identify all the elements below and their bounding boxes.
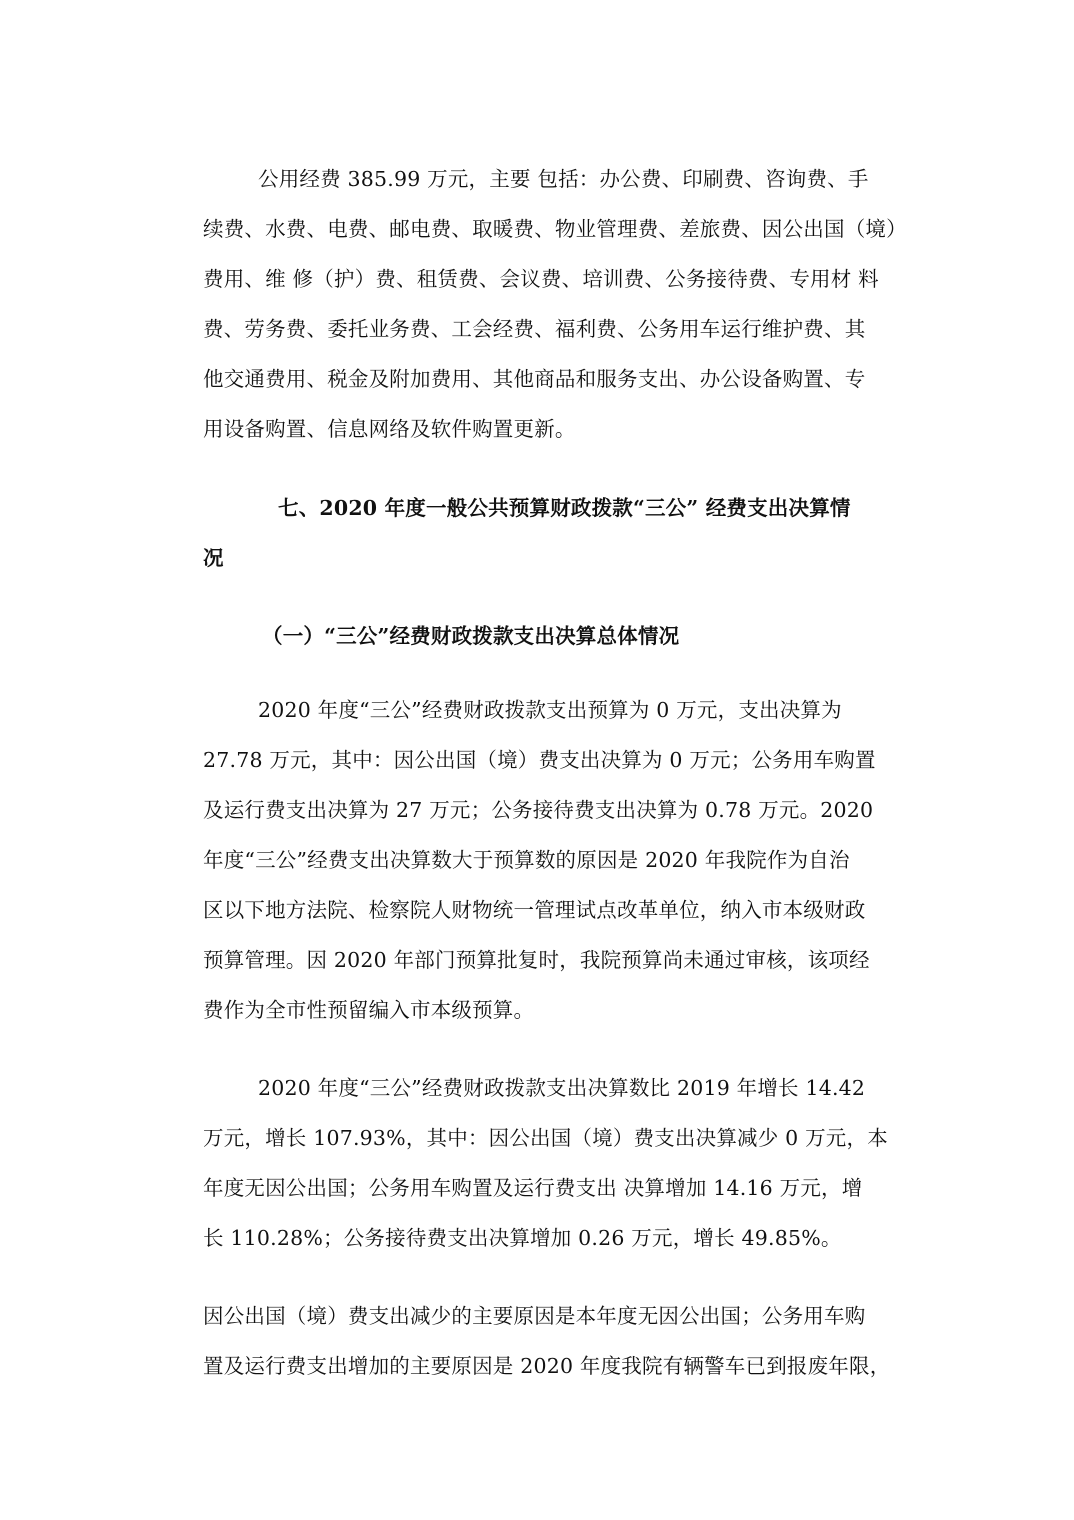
- text-line: 预算管理。因 2020 年部门预算批复时，我院预算尚未通过审核，该项经: [203, 948, 870, 972]
- text-line: 27.78 万元，其中：因公出国（境）费支出决算为 0 万元；公务用车购置: [203, 748, 876, 772]
- text-line: 2020 年度“三公”经费财政拨款支出预算为 0 万元，支出决算为: [258, 698, 842, 722]
- heading-line: 七、2020 年度一般公共预算财政拨款“三公” 经费支出决算情: [278, 496, 851, 520]
- text-line: 费、劳务费、委托业务费、工会经费、福利费、公务用车运行维护费、其: [203, 317, 866, 341]
- text-line: 因公出国（境）费支出减少的主要原因是本年度无因公出国；公务用车购: [203, 1304, 866, 1328]
- text-line: 用设备购置、信息网络及软件购置更新。: [203, 417, 576, 441]
- text-line: 2020 年度“三公”经费财政拨款支出决算数比 2019 年增长 14.42: [258, 1076, 866, 1100]
- text-line: 费作为全市性预留编入市本级预算。: [203, 998, 535, 1022]
- text-line: 万元，增长 107.93%，其中：因公出国（境）费支出决算减少 0 万元，本: [203, 1126, 888, 1150]
- text-line: 年度无因公出国；公务用车购置及运行费支出 决算增加 14.16 万元，增: [203, 1176, 863, 1200]
- heading-line: 况: [203, 546, 224, 570]
- text-line: 年度“三公”经费支出决算数大于预算数的原因是 2020 年我院作为自治: [203, 848, 850, 872]
- text-line: 及运行费支出决算为 27 万元；公务接待费支出决算为 0.78 万元。2020: [203, 798, 874, 822]
- text-line: 续费、水费、电费、邮电费、取暖费、物业管理费、差旅费、因公出国（境）: [203, 217, 907, 241]
- text-line: 费用、维 修（护）费、租赁费、会议费、培训费、公务接待费、专用材 料: [203, 267, 879, 291]
- text-line: 长 110.28%；公务接待费支出决算增加 0.26 万元，增长 49.85%。: [203, 1226, 842, 1250]
- text-line: 公用经费 385.99 万元，主要 包括：办公费、印刷费、咨询费、手: [258, 167, 869, 191]
- subsection-1-heading: （一）“三公”经费财政拨款支出决算总体情况: [262, 624, 680, 648]
- text-line: 他交通费用、税金及附加费用、其他商品和服务支出、办公设备购置、专: [203, 367, 866, 391]
- text-line: 区以下地方法院、检察院人财物统一管理试点改革单位，纳入市本级财政: [203, 898, 866, 922]
- text-line: 置及运行费支出增加的主要原因是 2020 年度我院有辆警车已到报废年限，: [203, 1354, 891, 1378]
